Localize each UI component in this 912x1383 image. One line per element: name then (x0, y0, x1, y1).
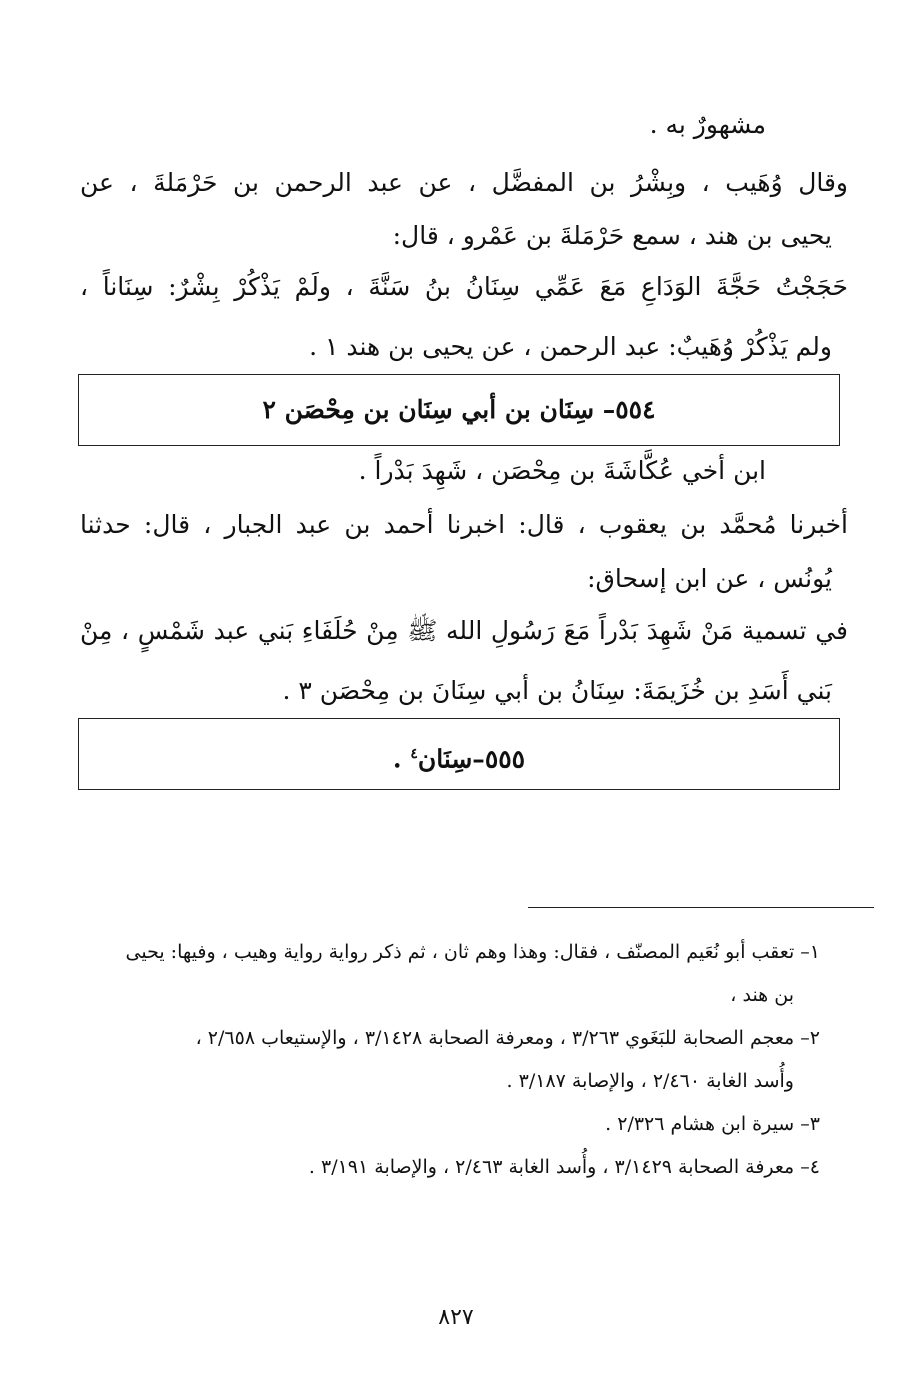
entry-555-heading-number: ٥٥٥–سِنَان (417, 744, 526, 774)
body-line-3: يحيى بن هند ، سمع حَرْمَلةَ بن عَمْرو ، قال: (392, 221, 832, 250)
footnote-2-line-2: وأُسد الغابة ٢/٤٦٠ ، والإصابة ٣/١٨٧ . (506, 1070, 794, 1092)
entry-554-heading-text: ٥٥٤– سِنَان بن أبي سِنَان بن مِحْصَن ٢ (262, 395, 656, 424)
footnote-2-line-1: ٢– معجم الصحابة للبَغَوي ٣/٢٦٣ ، ومعرفة الصحابة ٣/١٤٢٨ ، والإستيعاب ٢/٦٥٨ ، (195, 1027, 820, 1049)
footnote-1-line-2: بن هند ، (730, 984, 794, 1006)
entry-554-line-1: ابن أخي عُكَّاشَةَ بن مِحْصَن ، شَهِدَ بَدْراً . (358, 456, 766, 485)
entry-555-footnote-ref: ٤ (410, 746, 418, 762)
body-line-2: وقال وُهَيب ، وبِشْرُ بن المفضَّل ، عن عبد الرحمن بن حَرْمَلةَ ، عن (80, 168, 848, 197)
page-number: ٨٢٧ (438, 1305, 474, 1330)
entry-554-line-5: بَني أَسَدِ بن خُزَيمَةَ: سِنَانُ بن أبي سِنَانَ بن مِحْصَن ٣ . (282, 676, 832, 705)
footnote-4: ٤– معرفة الصحابة ٣/١٤٢٩ ، وأُسد الغابة ٢/٤٦٣ ، والإصابة ٣/١٩١ . (308, 1156, 820, 1178)
entry-555-heading-tail: . (392, 744, 411, 774)
entry-554-line-3: يُونُس ، عن ابن إسحاق: (587, 564, 832, 593)
body-line-4: حَجَجْتُ حَجَّةَ الوَدَاعِ مَعَ عَمِّي سِنَانُ بنُ سَنَّةَ ، ولَمْ يَذْكُرْ بِشْرٌ: سِنَاناً ، (80, 272, 848, 301)
entry-554-line-2: أخبرنا مُحمَّد بن يعقوب ، قال: اخبرنا أحمد بن عبد الجبار ، قال: حدثنا (80, 510, 848, 539)
footnote-1-line-1: ١– تعقب أبو نُعَيم المصنّف ، فقال: وهذا وهم ثان ، ثم ذكر رواية رواية وهيب ، وفيها: يحيى (125, 941, 820, 963)
footnote-divider (528, 907, 874, 908)
entry-554-heading (78, 374, 840, 446)
body-line-5: ولم يَذْكُرْ وُهَيبٌ: عبد الرحمن ، عن يحيى بن هند ١ . (309, 332, 832, 361)
footnote-3: ٣– سيرة ابن هشام ٢/٣٢٦ . (605, 1113, 820, 1135)
entry-555-heading (78, 718, 840, 790)
body-line-1: مشهورٌ به . (649, 110, 766, 139)
entry-554-line-4: في تسمية مَنْ شَهِدَ بَدْراً مَعَ رَسُولِ الله ﷺ مِنْ حُلَفَاءِ بَني عبد شَمْسٍ ، مِنْ (80, 616, 848, 645)
